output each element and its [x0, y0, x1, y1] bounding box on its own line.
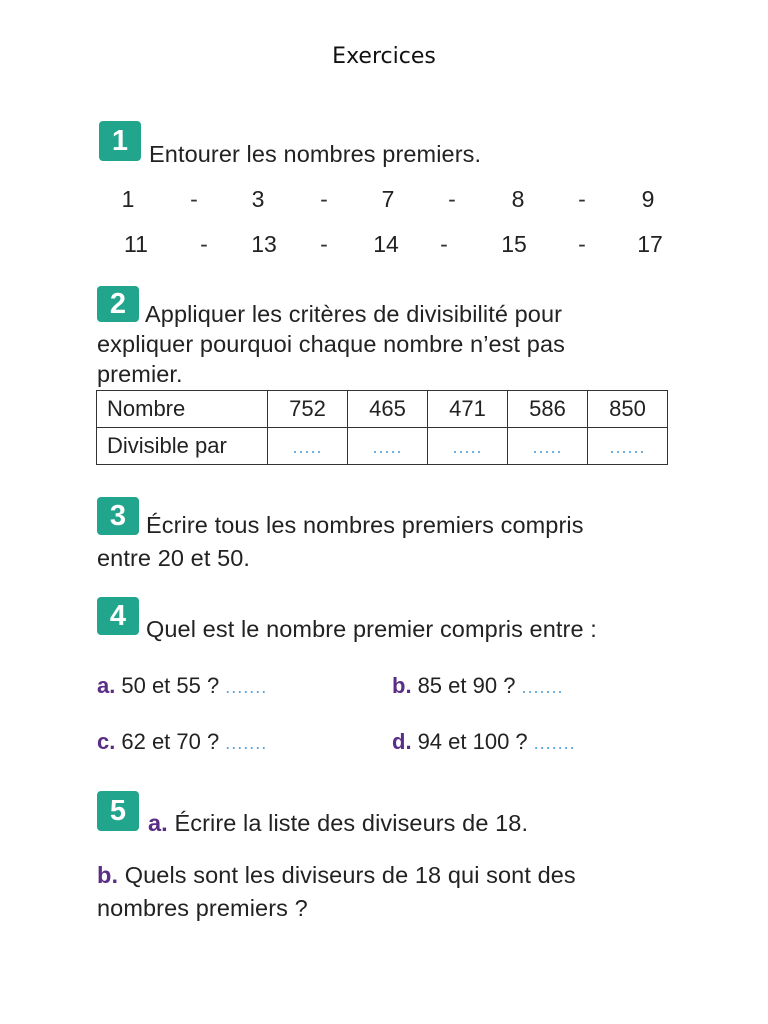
answer-blank[interactable]: ..... — [532, 437, 563, 457]
exercise-4-item-b — [392, 673, 563, 699]
item-label: b. — [392, 673, 412, 698]
answer-blank-cell[interactable] — [348, 428, 428, 465]
exercise-4-item-c — [97, 729, 267, 755]
answer-blank[interactable]: ..... — [292, 437, 323, 457]
exercise-5-part-a — [148, 808, 528, 839]
exercise-1-instruction: Entourer les nombres premiers. — [149, 141, 482, 167]
item-label: d. — [392, 729, 412, 754]
exercise-1-badge: 1 — [99, 121, 141, 161]
table-row-header: Divisible par — [97, 428, 268, 465]
exercise-3-badge: 3 — [97, 497, 139, 535]
table-cell-number: 752 — [268, 391, 348, 428]
exercise-5-badge: 5 — [97, 791, 139, 831]
answer-blank-cell[interactable] — [268, 428, 348, 465]
number-item[interactable]: 1 — [121, 186, 135, 212]
exercise-5-part-b-line-1 — [97, 860, 576, 891]
exercise-2-instruction-line-1: Appliquer les critères de divisibilité pour — [145, 301, 563, 327]
item-text: 94 et 100 ? — [417, 729, 528, 754]
part-a-label: a. — [148, 810, 168, 836]
exercise-1-row-1 — [98, 186, 678, 216]
item-label: a. — [97, 673, 116, 698]
number-item[interactable]: 8 — [511, 186, 525, 212]
exercise-2-badge: 2 — [97, 286, 139, 322]
table-cell-number: 586 — [508, 391, 588, 428]
answer-blank[interactable]: ....... — [225, 677, 268, 697]
table-cell-number: 465 — [348, 391, 428, 428]
item-text: 50 et 55 ? — [121, 673, 220, 698]
separator: - — [440, 231, 448, 257]
number-item[interactable]: 3 — [251, 186, 265, 212]
separator: - — [448, 186, 456, 212]
answer-blank[interactable]: ....... — [533, 733, 576, 753]
answer-blank[interactable]: ..... — [372, 437, 403, 457]
answer-blank-cell[interactable] — [428, 428, 508, 465]
answer-blank[interactable]: ..... — [452, 437, 483, 457]
number-item[interactable]: 14 — [373, 231, 399, 257]
page-title: Exercices — [332, 44, 436, 69]
number-item[interactable]: 13 — [251, 231, 277, 257]
exercise-3-instruction-line-1: Écrire tous les nombres premiers compris — [146, 512, 584, 538]
item-label: c. — [97, 729, 116, 754]
answer-blank-cell[interactable] — [588, 428, 668, 465]
exercise-5-part-b-line-2: nombres premiers ? — [97, 895, 308, 921]
number-item[interactable]: 17 — [637, 231, 663, 257]
number-item[interactable]: 11 — [124, 231, 148, 257]
part-a-text: Écrire la liste des diviseurs de 18. — [174, 810, 529, 836]
exercise-2-instruction-line-3: premier. — [97, 361, 183, 387]
exercise-4-item-a — [97, 673, 267, 699]
number-item[interactable]: 15 — [501, 231, 527, 257]
divisibility-table — [96, 390, 668, 465]
table-cell-number: 471 — [428, 391, 508, 428]
table-cell-number: 850 — [588, 391, 668, 428]
exercise-3-instruction-line-2: entre 20 et 50. — [97, 545, 251, 571]
part-b-label: b. — [97, 862, 119, 888]
part-b-text: Quels sont les diviseurs de 18 qui sont des — [124, 862, 576, 888]
separator: - — [578, 186, 586, 212]
table-row-header: Nombre — [97, 391, 268, 428]
exercise-4-item-d — [392, 729, 576, 755]
item-text: 62 et 70 ? — [121, 729, 220, 754]
answer-blank[interactable]: ...... — [609, 437, 646, 457]
separator: - — [578, 231, 586, 257]
number-item[interactable]: 7 — [381, 186, 395, 212]
answer-blank[interactable]: ....... — [521, 677, 564, 697]
table-row — [97, 391, 668, 428]
answer-blank[interactable]: ....... — [225, 733, 268, 753]
answer-blank-cell[interactable] — [508, 428, 588, 465]
table-row — [97, 428, 668, 465]
exercise-2-instruction-line-2: expliquer pourquoi chaque nombre n’est pas — [97, 331, 565, 357]
item-text: 85 et 90 ? — [417, 673, 516, 698]
separator: - — [320, 231, 328, 257]
exercise-4-badge: 4 — [97, 597, 139, 635]
separator: - — [320, 186, 328, 212]
number-item[interactable]: 9 — [641, 186, 655, 212]
separator: - — [200, 231, 208, 257]
exercise-1-row-2 — [98, 231, 678, 261]
exercise-4-instruction: Quel est le nombre premier compris entre : — [146, 616, 597, 642]
separator: - — [190, 186, 198, 212]
